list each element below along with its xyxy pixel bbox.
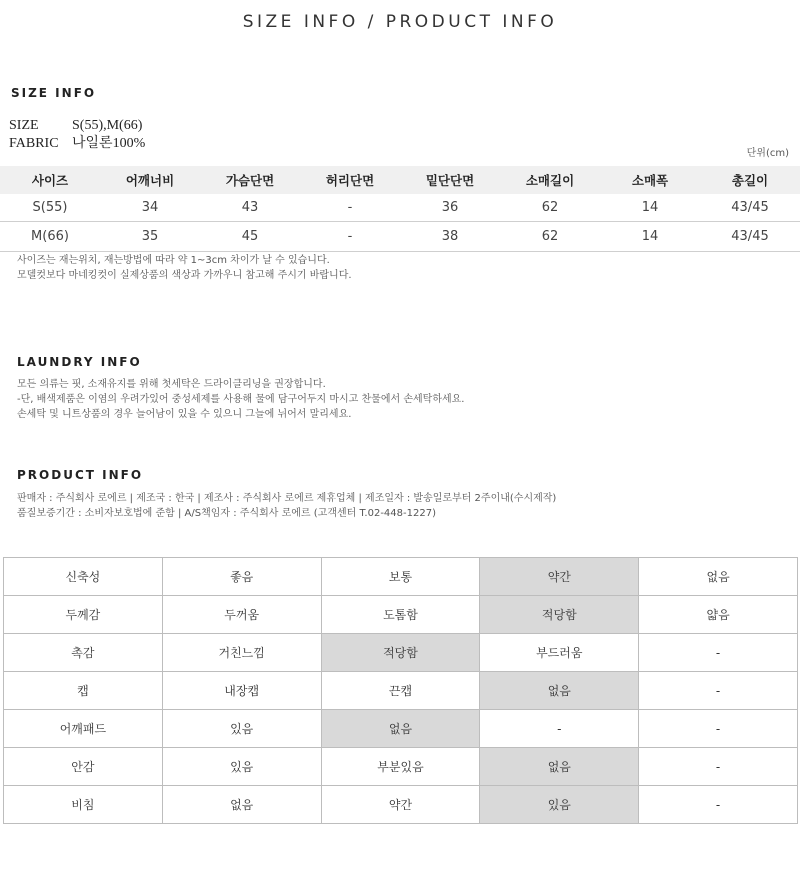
table-row: [0, 222, 800, 252]
property-row: [4, 634, 798, 672]
table-cell: -: [300, 222, 400, 252]
property-option: 약간: [321, 786, 480, 824]
column-header: 어깨너비: [100, 166, 200, 194]
property-name: 촉감: [4, 634, 163, 672]
property-option: -: [639, 748, 798, 786]
property-option: 좋음: [162, 558, 321, 596]
size-note-line: 사이즈는 재는위치, 재는방법에 따라 약 1~3cm 차이가 날 수 있습니다.: [17, 255, 330, 266]
laundry-line: 손세탁 및 니트상품의 경우 늘어남이 있을 수 있으니 그늘에 뉘어서 말리세요.: [17, 409, 352, 420]
size-key: SIZE: [9, 118, 39, 133]
property-option: 없음: [639, 558, 798, 596]
laundry-notes: [17, 377, 464, 422]
property-option: -: [639, 710, 798, 748]
property-row: [4, 558, 798, 596]
property-row: [4, 786, 798, 824]
property-option: 부분있음: [321, 748, 480, 786]
property-name: 안감: [4, 748, 163, 786]
column-header: 가슴단면: [200, 166, 300, 194]
column-header: 허리단면: [300, 166, 400, 194]
property-name: 어깨패드: [4, 710, 163, 748]
property-option: 없음: [162, 786, 321, 824]
property-option: 도톰함: [321, 596, 480, 634]
table-cell: 14: [600, 194, 700, 222]
size-table-header: [0, 166, 800, 194]
size-note-line: 모델컷보다 마네킹컷이 실제상품의 색상과 가까우니 참고해 주시기 바랍니다.: [17, 270, 352, 281]
table-cell: 43/45: [700, 222, 800, 252]
column-header: 소매폭: [600, 166, 700, 194]
column-header: 총길이: [700, 166, 800, 194]
size-table: [0, 166, 800, 252]
property-option: -: [639, 634, 798, 672]
table-cell: 34: [100, 194, 200, 222]
property-option: 있음: [162, 710, 321, 748]
property-option: 보통: [321, 558, 480, 596]
property-option-selected: 없음: [480, 748, 639, 786]
table-cell: 36: [400, 194, 500, 222]
column-header: 밑단단면: [400, 166, 500, 194]
table-cell: 45: [200, 222, 300, 252]
column-header: 소매길이: [500, 166, 600, 194]
property-row: [4, 710, 798, 748]
product-info-heading: PRODUCT INFO: [17, 468, 144, 482]
size-value: S(55),M(66): [72, 118, 143, 133]
property-option: 내장캡: [162, 672, 321, 710]
property-option-selected: 있음: [480, 786, 639, 824]
property-option: 부드러움: [480, 634, 639, 672]
laundry-line: 모든 의류는 핏, 소재유지를 위해 첫세탁은 드라이클리닝을 권장합니다.: [17, 379, 326, 390]
property-name: 신축성: [4, 558, 163, 596]
property-option-selected: 없음: [480, 672, 639, 710]
property-option: 거친느낌: [162, 634, 321, 672]
property-option: 얇음: [639, 596, 798, 634]
property-name: 캡: [4, 672, 163, 710]
product-line: 품질보증기간 : 소비자보호법에 준함 | A/S책임자 : 주식회사 로에르 (고객센터 T.02-448-1227): [17, 508, 436, 519]
table-cell: S(55): [0, 194, 100, 222]
size-info-heading: SIZE INFO: [11, 86, 97, 100]
property-row: [4, 672, 798, 710]
table-cell: 43: [200, 194, 300, 222]
property-option: 있음: [162, 748, 321, 786]
laundry-line: -단, 배색제품은 이염의 우려가있어 중성세제를 사용해 물에 담구어두지 마시고 찬물에서 손세탁하세요.: [17, 394, 465, 405]
property-row: [4, 596, 798, 634]
table-cell: 62: [500, 222, 600, 252]
column-header: 사이즈: [0, 166, 100, 194]
table-cell: -: [300, 194, 400, 222]
property-option-selected: 적당함: [480, 596, 639, 634]
property-option: -: [639, 786, 798, 824]
table-cell: 43/45: [700, 194, 800, 222]
table-cell: M(66): [0, 222, 100, 252]
laundry-info-heading: LAUNDRY INFO: [17, 355, 142, 369]
unit-label: 단위(cm): [746, 148, 789, 159]
table-cell: 14: [600, 222, 700, 252]
table-cell: 35: [100, 222, 200, 252]
product-line: 판매자 : 주식회사 로에르 | 제조국 : 한국 | 제조사 : 주식회사 로에르 제휴업체 | 제조일자 : 발송일로부터 2주이내(수시제작): [17, 493, 557, 504]
page-title: SIZE INFO / PRODUCT INFO: [242, 12, 558, 32]
property-table: [3, 557, 798, 824]
table-row: [0, 194, 800, 222]
property-name: 두께감: [4, 596, 163, 634]
property-option: 끈캡: [321, 672, 480, 710]
table-cell: 62: [500, 194, 600, 222]
property-option-selected: 없음: [321, 710, 480, 748]
property-option: 두꺼움: [162, 596, 321, 634]
property-row: [4, 748, 798, 786]
property-name: 비침: [4, 786, 163, 824]
fabric-key: FABRIC: [9, 136, 59, 151]
size-notes: [17, 253, 352, 283]
property-option-selected: 약간: [480, 558, 639, 596]
fabric-value: 나일론100%: [72, 136, 146, 151]
property-option-selected: 적당함: [321, 634, 480, 672]
property-option: -: [480, 710, 639, 748]
product-notes: [17, 491, 556, 521]
fabric-spec: [9, 132, 145, 152]
property-option: -: [639, 672, 798, 710]
table-cell: 38: [400, 222, 500, 252]
